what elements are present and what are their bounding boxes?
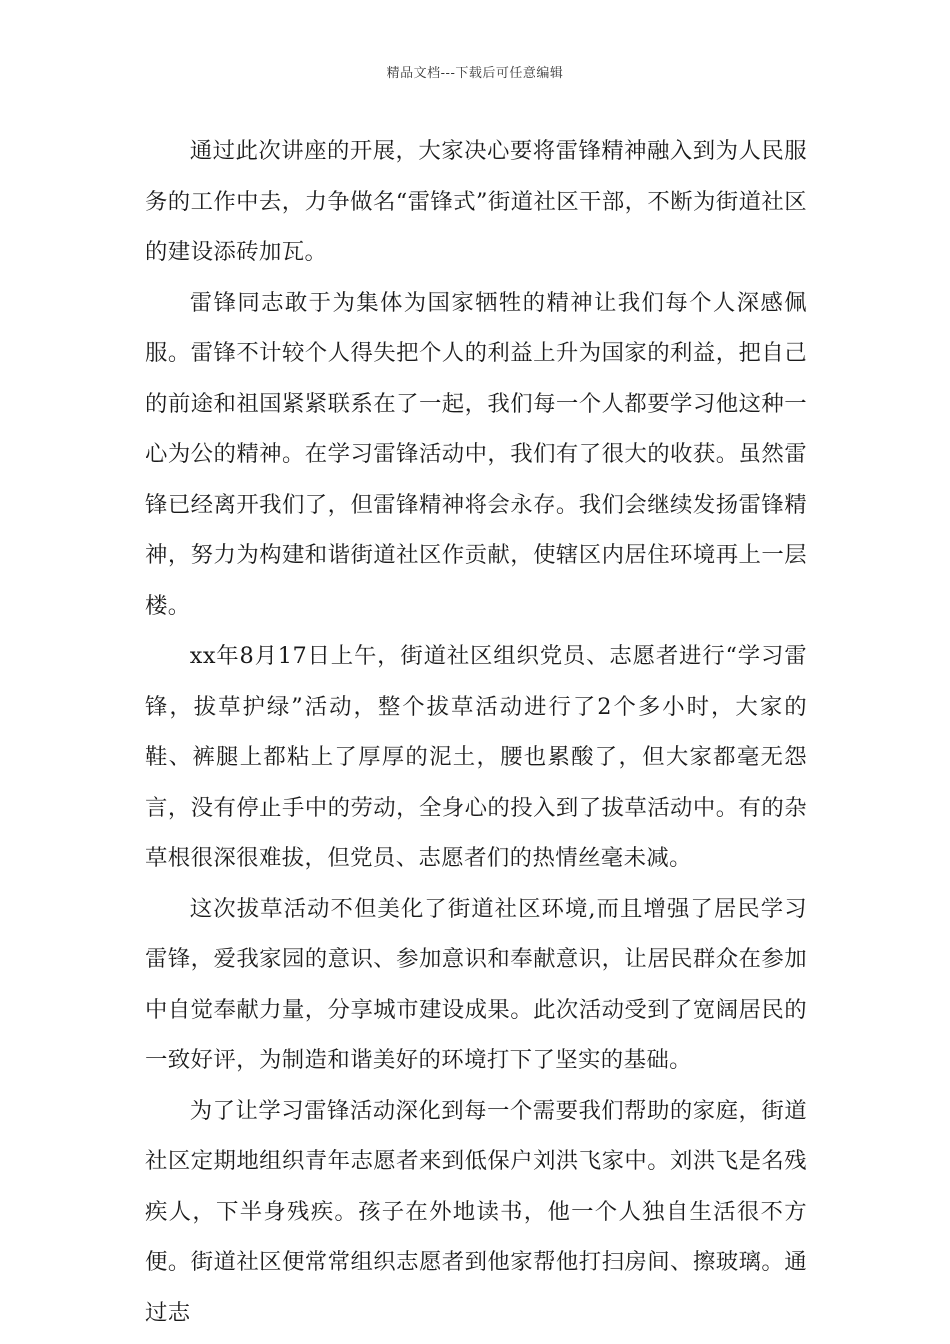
paragraph-4: 这次拔草活动不但美化了街道社区环境,而且增强了居民学习雷锋，爱我家园的意识、参加意识和奉献意识，让居民群众在参加中自觉奉献力量，分享城市建设成果。此次活动受到了宽阔居民的一致好评，为制造和谐美好的环境打下了坚实的基础。: [145, 895, 807, 1073]
page-header: 精品文档---下载后可任意编辑: [386, 66, 564, 81]
paragraph-3: xx年8月17日上午，街道社区组织党员、志愿者进行“学习雷锋，拔草护绿”活动，整个拔草活动进行了2个多小时，大家的鞋、裤腿上都粘上了厚厚的泥土，腰也累酸了，但大家都毫无怨言，没有停止手中的劳动，全身心的投入到了拔草活动中。有的杂草根很深很难拔，但党员、志愿者们的热情丝毫未减。: [145, 643, 807, 871]
paragraph-5: 为了让学习雷锋活动深化到每一个需要我们帮助的家庭，街道社区定期地组织青年志愿者来到低保户刘洪飞家中。刘洪飞是名残疾人，下半身残疾。孩子在外地读书，他一个人独自生活很不方便。街道社区便常常组织志愿者到他家帮他打扫房间、擦玻璃。通过志: [145, 1097, 807, 1326]
document-body: [145, 126, 807, 1338]
paragraph-2: 雷锋同志敢于为集体为国家牺牲的精神让我们每个人深感佩服。雷锋不计较个人得失把个人的利益上升为国家的利益，把自己的前途和祖国紧紧联系在了一起，我们每一个人都要学习他这种一心为公的精神。在学习雷锋活动中，我们有了很大的收获。虽然雷锋已经离开我们了，但雷锋精神将会永存。我们会继续发扬雷锋精神，努力为构建和谐街道社区作贡献，使辖区内居住环境再上一层楼。: [145, 289, 807, 619]
paragraph-1: 通过此次讲座的开展，大家决心要将雷锋精神融入到为人民服务的工作中去，力争做名“雷锋式”街道社区干部，不断为街道社区的建设添砖加瓦。: [145, 138, 807, 265]
